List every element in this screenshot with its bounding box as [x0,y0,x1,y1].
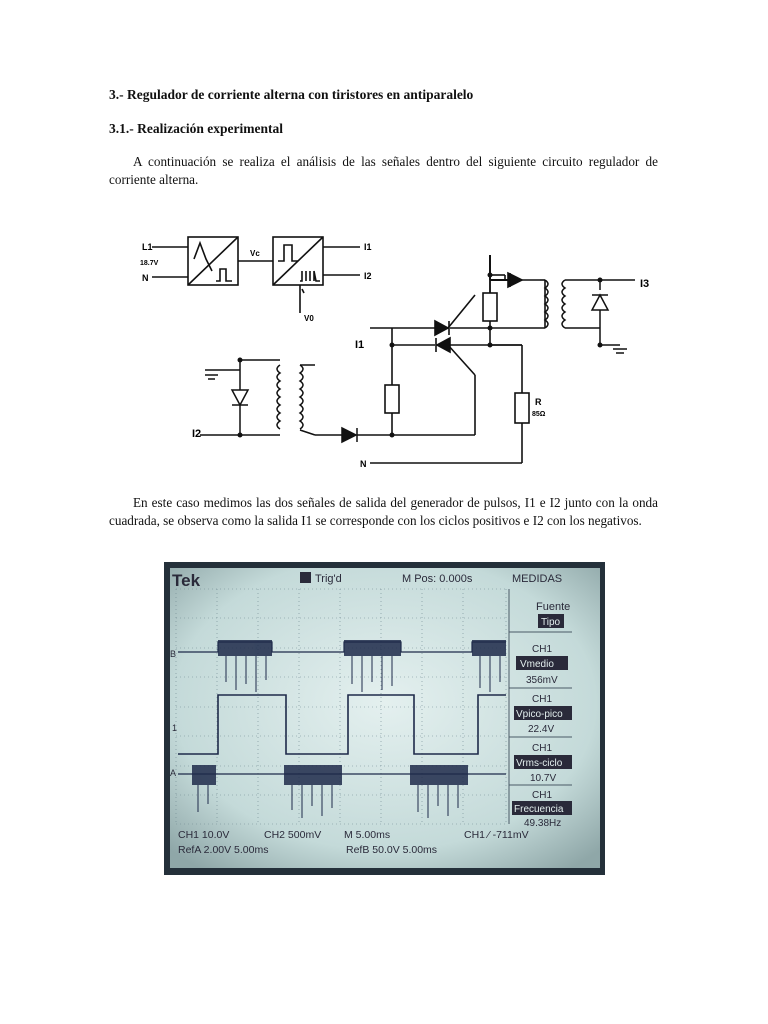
measure-4-value: 49.38Hz [524,818,562,829]
status-refb: RefB 50.0V 5.00ms [346,844,438,856]
transformer-right [545,280,635,353]
menu-tipo: Tipo [541,617,561,628]
load-resistor [515,393,529,423]
scope-trig-status: Trig'd [315,573,342,585]
label-node-i1: I1 [355,339,365,351]
scope-brand: Tek [172,571,201,590]
measurement-paragraph [109,494,658,530]
measure-4-name: Frecuencia [514,804,564,815]
thyristor-upper [435,321,449,335]
label-vc: Vc [250,249,260,258]
label-out-i2: I2 [364,271,372,281]
measure-3-name: Vrms-ciclo [516,758,563,769]
marker-1: 1 [172,723,178,733]
label-resistor: R [535,397,542,407]
status-ch2-scale: CH2 500mV [264,829,322,841]
scope-menu-title: MEDIDAS [512,573,563,585]
section-heading: 3.- Regulador de corriente alterna con tiristores en antiparalelo [109,87,474,102]
measure-1-value: 356mV [526,675,558,686]
measure-3-value: 10.7V [530,773,557,784]
measure-1-name: Vmedio [520,659,554,670]
label-node-i3: I3 [640,278,650,290]
intro-paragraph [109,153,658,189]
marker-a: A [170,768,177,778]
label-l1: L1 [142,242,153,252]
status-trigger: CH1 ⁄ -711mV [464,829,529,841]
measure-3-ch: CH1 [532,743,553,754]
measure-4-ch: CH1 [532,790,553,801]
transformer-left [200,360,392,442]
measure-2-ch: CH1 [532,694,553,705]
menu-fuente: Fuente [536,601,571,613]
status-time-scale: M 5.00ms [344,829,391,841]
resistor-left [385,385,399,413]
circuit-diagram [130,225,660,480]
label-n-input: N [142,273,149,283]
label-node-i2: I2 [192,428,202,440]
label-node-n: N [360,459,367,469]
resistor-top [483,293,497,321]
status-refa: RefA 2.00V 5.00ms [178,844,269,856]
label-voltage: 18.7V [140,260,159,267]
intro-text: A continuación se realiza el análisis de las señales dentro del siguiente circuito regulador de corriente alterna. [109,154,658,187]
measure-2-value: 22.4V [528,724,555,735]
marker-b: B [170,649,177,659]
thyristor-lower [436,338,450,352]
label-v0: V0 [304,314,314,323]
scope-mpos: M Pos: 0.000s [402,573,473,585]
measurement-text: En este caso medimos las dos señales de salida del generador de pulsos, I1 e I2 junto con la onda cuadrada, se observa como la salida I1 se corresponde con los ciclos positivos e I2 con los negativos. [109,495,658,528]
measure-1-ch: CH1 [532,644,553,655]
label-out-i1: I1 [364,242,372,252]
label-resistor-value: 85Ω [532,411,546,418]
status-ch1-scale: CH1 10.0V [178,829,230,841]
oscilloscope-screenshot [164,562,605,875]
measure-2-name: Vpico-pico [516,709,563,720]
subsection-heading: 3.1.- Realización experimental [109,121,283,136]
